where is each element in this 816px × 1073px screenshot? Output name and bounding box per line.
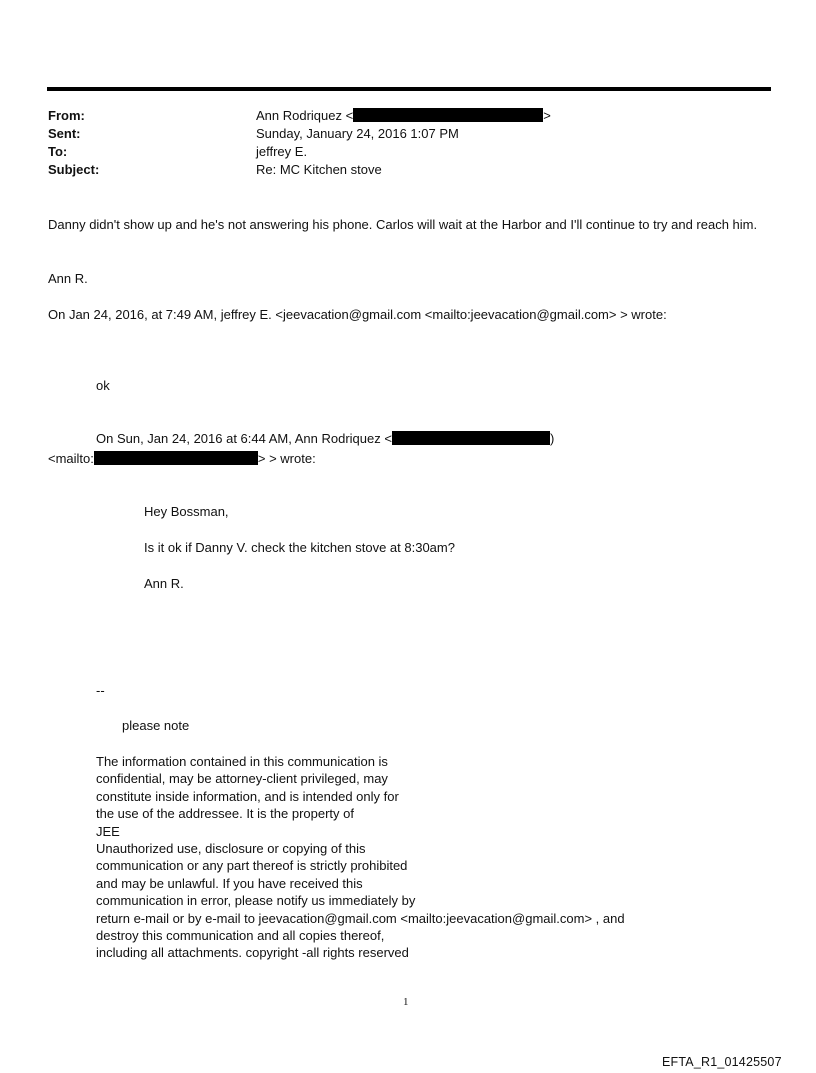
disclaimer-line: communication in error, please notify us immediately by <box>96 893 416 909</box>
quote-header-2-close: ) <box>549 431 555 446</box>
disclaimer-line: the use of the addressee. It is the property of <box>96 806 354 822</box>
please-note: please note <box>122 718 190 733</box>
sent-value: Sunday, January 24, 2016 1:07 PM <box>256 126 459 141</box>
disclaimer-line: including all attachments. copyright -all rights reserved <box>96 945 409 961</box>
quote-header-1: On Jan 24, 2016, at 7:49 AM, jeffrey E. <jeevacation@gmail.com <mailto:jeevacation@gmail.com> > wrote: <box>48 307 667 322</box>
from-name: Ann Rodriquez < <box>256 108 354 123</box>
quote-header-2-mailto <box>48 450 316 468</box>
mailto-start: <mailto: <box>48 451 94 466</box>
redaction-bar <box>94 451 258 465</box>
to-value: jeffrey E. <box>256 144 308 159</box>
disclaimer-line: communication or any part thereof is strictly prohibited <box>96 858 408 874</box>
message-signature: Ann R. <box>48 271 88 286</box>
mailto-end: > > wrote: <box>257 451 316 466</box>
to-label: To: <box>48 144 68 159</box>
disclaimer-line: constitute inside information, and is intended only for <box>96 788 399 804</box>
quote-header-2 <box>96 430 554 448</box>
header-rule <box>47 87 771 91</box>
disclaimer-line: destroy this communication and all copies thereof, <box>96 928 385 944</box>
sent-label: Sent: <box>48 126 81 141</box>
subject-value: Re: MC Kitchen stove <box>256 162 382 177</box>
question: Is it ok if Danny V. check the kitchen stove at 8:30am? <box>144 540 455 555</box>
disclaimer-line: return e-mail or by e-mail to jeevacation@gmail.com <mailto:jeevacation@gmail.com> , and <box>96 910 625 926</box>
signature-separator: -- <box>96 683 105 698</box>
disclaimer-line: JEE <box>96 823 120 839</box>
message-body: Danny didn't show up and he's not answering his phone. Carlos will wait at the Harbor and I'll continue to try and reach him. <box>48 217 758 232</box>
disclaimer-line: The information contained in this communication is <box>96 754 388 769</box>
page-number: 1 <box>403 996 409 1008</box>
from-label: From: <box>48 108 85 123</box>
quote-header-2-start: On Sun, Jan 24, 2016 at 6:44 AM, Ann Rodriquez < <box>96 431 392 446</box>
disclaimer-line: and may be unlawful. If you have received this <box>96 875 363 891</box>
disclaimer <box>96 753 625 962</box>
from-value <box>256 107 551 125</box>
disclaimer-line: confidential, may be attorney-client privileged, may <box>96 771 388 787</box>
reply2-signature: Ann R. <box>144 576 184 591</box>
redaction-bar <box>353 108 543 122</box>
disclaimer-line: Unauthorized use, disclosure or copying of this <box>96 841 366 857</box>
redaction-bar <box>392 431 550 445</box>
reply-ok: ok <box>96 378 110 393</box>
subject-label: Subject: <box>48 162 100 177</box>
bates-number: EFTA_R1_01425507 <box>662 1055 782 1069</box>
greeting: Hey Bossman, <box>144 504 229 519</box>
from-close: > <box>543 108 551 123</box>
